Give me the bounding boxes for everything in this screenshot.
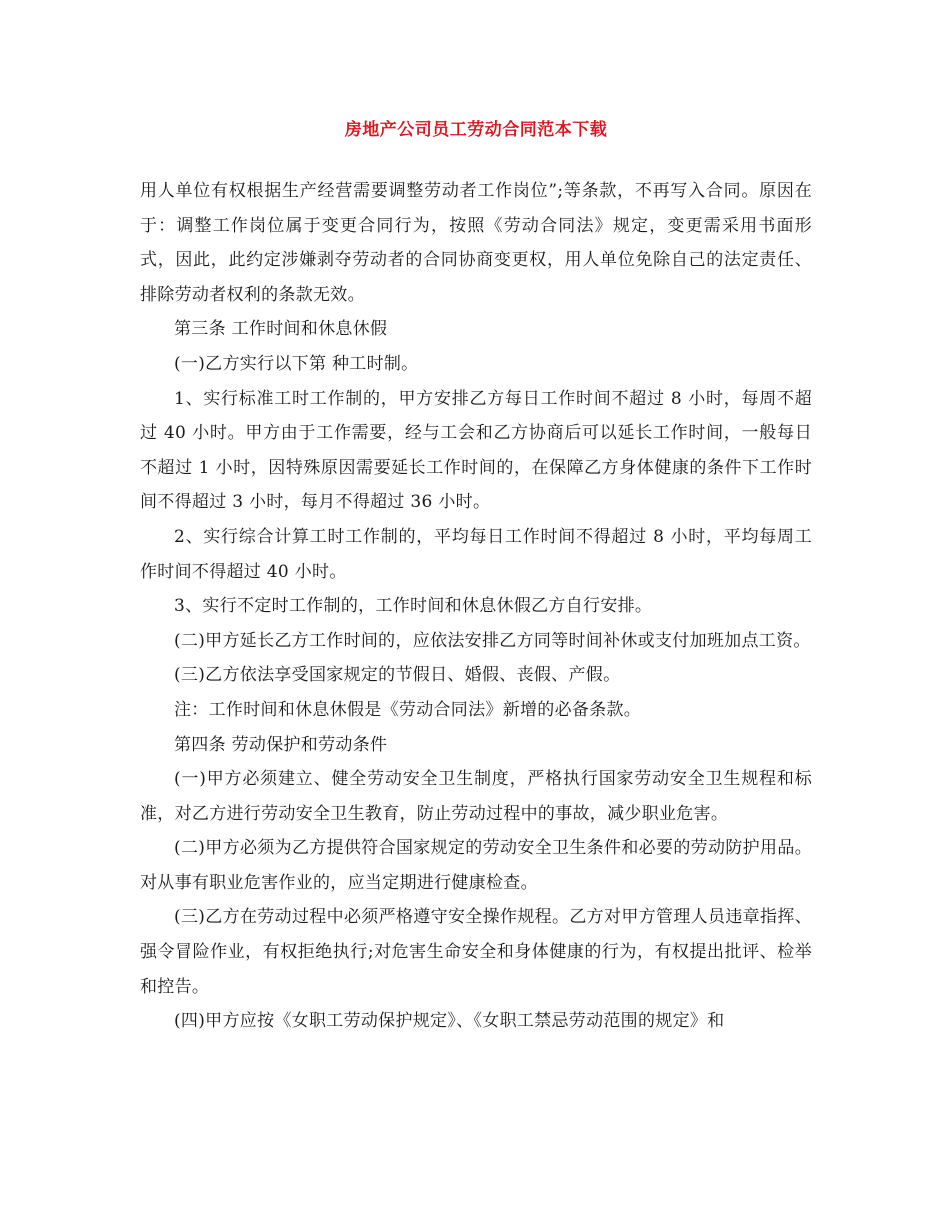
paragraph: 2、实行综合计算工时工作制的，平均每日工作时间不得超过 8 小时，平均每周工作时间不得超过 40 小时。	[140, 526, 812, 582]
document-title: 房地产公司员工劳动合同范本下载	[344, 120, 608, 140]
paragraph: (二)甲方延长乙方工作时间的，应依法安排乙方同等时间补休或支付加班加点工资。	[174, 630, 811, 651]
note-paragraph: 注：工作时间和休息休假是《劳动合同法》新增的必备条款。	[174, 699, 642, 720]
paragraph: 用人单位有权根据生产经营需要调整劳动者工作岗位”;等条款，不再写入合同。原因在于：调整工作岗位属于变更合同行为，按照《劳动合同法》规定，变更需采用书面形式，因此，此约定涉嫌剥夺劳动者的合同协商变更权，用人单位免除自己的法定责任、排除劳动者权利的条款无效。	[140, 181, 812, 305]
paragraph: (四)甲方应按《女职工劳动保护规定》、《女职工禁忌劳动范围的规定》和	[174, 1011, 725, 1032]
document-body	[140, 174, 812, 1039]
paragraph: 3、实行不定时工作制的，工作时间和休息休假乙方自行安排。	[174, 596, 653, 617]
paragraph: (二)甲方必须为乙方提供符合国家规定的劳动安全卫生条件和必要的劳动防护用品。对从事有职业危害作业的，应当定期进行健康检查。	[140, 838, 812, 893]
paragraph: 1、实行标准工时工作制的，甲方安排乙方每日工作时间不超过 8 小时，每周不超过 40 小时。甲方由于工作需要，经与工会和乙方协商后可以延长工作时间，一般每日不超过 1 小时，因特殊原因需要延长工作时间的，在保障乙方身体健康的条件下工作时间不得超过 3 小时，每月不得超过 36 小时。	[140, 388, 812, 513]
paragraph: (三)乙方在劳动过程中必须严格遵守安全操作规程。乙方对甲方管理人员违章指挥、强令冒险作业，有权拒绝执行;对危害生命安全和身体健康的行为，有权提出批评、检举和控告。	[140, 907, 812, 997]
section-heading-article-4: 第四条 劳动保护和劳动条件	[174, 734, 388, 755]
paragraph: (一)乙方实行以下第 种工时制。	[174, 353, 419, 374]
document-page	[140, 118, 812, 1039]
paragraph: (一)甲方必须建立、健全劳动安全卫生制度，严格执行国家劳动安全卫生规程和标准，对乙方进行劳动安全卫生教育，防止劳动过程中的事故，减少职业危害。	[140, 769, 812, 824]
paragraph: (三)乙方依法享受国家规定的节假日、婚假、丧假、产假。	[174, 665, 621, 686]
section-heading-article-3: 第三条 工作时间和休息休假	[174, 319, 388, 340]
